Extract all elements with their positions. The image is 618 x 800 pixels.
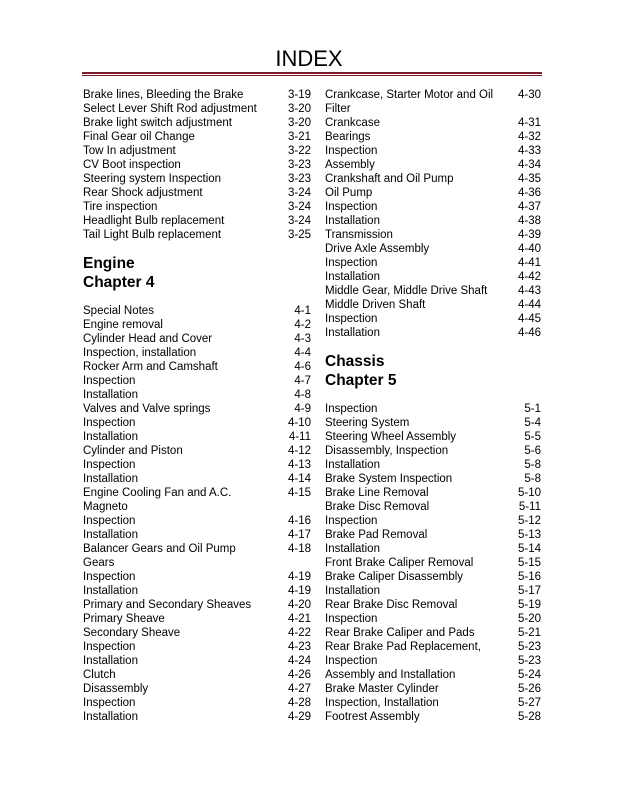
entry-text: Inspection (83, 459, 136, 471)
index-entry (83, 626, 311, 640)
entry-text: Inspection, installation (83, 347, 197, 359)
entry-page: 5-5 (524, 431, 541, 443)
entry-page: 4-1 (294, 305, 311, 317)
entry-page: 5-8 (524, 459, 541, 471)
index-entry (83, 472, 311, 486)
index-entry (325, 542, 541, 556)
index-entry (325, 270, 541, 284)
entry-text: Tire inspection (83, 201, 158, 213)
index-entry (83, 668, 311, 682)
entry-page: 4-4 (294, 347, 311, 359)
entry-text: Steering Wheel Assembly (325, 431, 457, 443)
index-entry (325, 584, 541, 598)
index-entry (325, 430, 541, 444)
entry-page: 4-7 (294, 375, 311, 387)
index-entry (325, 668, 541, 682)
entry-text: Inspection (325, 515, 378, 527)
section-heading-chassis (325, 352, 541, 390)
entry-text: Crankshaft and Oil Pump (325, 173, 454, 185)
entry-text: Rocker Arm and Camshaft (83, 361, 218, 373)
entry-page: 3-23 (287, 173, 311, 185)
entry-text: Final Gear oil Change (83, 131, 195, 143)
entry-text: Bearings (325, 131, 371, 143)
entry-page: 5-15 (517, 557, 541, 569)
index-list-chapter-3 (83, 88, 311, 242)
index-entry (325, 626, 541, 640)
entry-text: Disassembly, Inspection (325, 445, 449, 457)
index-entry (83, 458, 311, 472)
entry-page: 4-29 (287, 711, 311, 723)
entry-text: Footrest Assembly (325, 711, 420, 723)
index-entry (325, 158, 541, 172)
index-list-chapter-4-cont (325, 88, 541, 340)
index-entry (325, 116, 541, 130)
index-entry (325, 570, 541, 584)
entry-text: Drive Axle Assembly (325, 243, 430, 255)
entry-text: Clutch (83, 669, 116, 681)
page-title: INDEX (275, 46, 343, 71)
entry-text: Inspection (83, 697, 136, 709)
index-entry (325, 88, 541, 102)
index-entry (83, 444, 311, 458)
index-entry (83, 186, 311, 200)
index-entry (83, 200, 311, 214)
entry-text: Crankcase, Starter Motor and Oil (325, 89, 494, 101)
entry-page: 5-19 (517, 599, 541, 611)
entry-page: 5-1 (524, 403, 541, 415)
entry-page: 4-6 (294, 361, 311, 373)
entry-text: Brake Pad Removal (325, 529, 428, 541)
index-entry (83, 416, 311, 430)
entry-text: Inspection (325, 403, 378, 415)
entry-text: Installation (325, 327, 380, 339)
entry-page: 5-8 (524, 473, 541, 485)
entry-page: 4-22 (287, 627, 311, 639)
entry-text: Front Brake Caliper Removal (325, 557, 474, 569)
entry-page: 4-44 (517, 299, 541, 311)
entry-page: 5-21 (517, 627, 541, 639)
index-entry (83, 542, 311, 556)
entry-page: 5-26 (517, 683, 541, 695)
heading-title: Chassis (325, 353, 385, 370)
entry-page: 4-40 (517, 243, 541, 255)
index-entry (325, 416, 541, 430)
heading-chapter: Chapter 4 (83, 274, 155, 291)
entry-text: Inspection (325, 145, 378, 157)
entry-text: Installation (325, 585, 380, 597)
index-list-engine (83, 304, 311, 724)
index-entry (325, 298, 541, 312)
entry-page: 4-14 (287, 473, 311, 485)
entry-page: 3-20 (287, 103, 311, 115)
index-entry (325, 284, 541, 298)
index-entry (325, 444, 541, 458)
index-entry (83, 116, 311, 130)
entry-text: Special Notes (83, 305, 154, 317)
entry-page: 3-19 (287, 89, 311, 101)
entry-text: Installation (325, 215, 380, 227)
index-entry (325, 486, 541, 500)
entry-page: 4-13 (287, 459, 311, 471)
entry-page: 4-24 (287, 655, 311, 667)
entry-text: Inspection, Installation (325, 697, 439, 709)
index-entry (325, 402, 541, 416)
entry-page: 4-32 (517, 131, 541, 143)
index-entry (325, 514, 541, 528)
index-entry (325, 256, 541, 270)
entry-page: 5-28 (517, 711, 541, 723)
entry-text: Middle Gear, Middle Drive Shaft (325, 285, 488, 297)
index-entry (325, 228, 541, 242)
index-entry (325, 102, 541, 116)
entry-text: Inspection (83, 375, 136, 387)
entry-page: 4-26 (287, 669, 311, 681)
entry-text: Select Lever Shift Rod adjustment (83, 103, 257, 115)
entry-text: Installation (83, 655, 138, 667)
entry-text: Installation (325, 543, 380, 555)
index-entry (325, 130, 541, 144)
index-entry (83, 172, 311, 186)
index-entry (83, 640, 311, 654)
index-entry (325, 528, 541, 542)
entry-text: Headlight Bulb replacement (83, 215, 225, 227)
index-entry (83, 430, 311, 444)
entry-page: 4-28 (287, 697, 311, 709)
entry-text: Installation (83, 585, 138, 597)
index-entry (325, 696, 541, 710)
entry-page: 4-36 (517, 187, 541, 199)
entry-text: Assembly (325, 159, 375, 171)
entry-text: Installation (83, 529, 138, 541)
entry-page: 3-22 (287, 145, 311, 157)
entry-text: Oil Pump (325, 187, 373, 199)
entry-page: 4-34 (517, 159, 541, 171)
entry-page: 4-39 (517, 229, 541, 241)
entry-page: 4-15 (287, 487, 311, 499)
entry-page: 3-24 (287, 201, 311, 213)
entry-text: Engine removal (83, 319, 163, 331)
index-entry (83, 144, 311, 158)
entry-page: 5-24 (517, 669, 541, 681)
index-entry (325, 312, 541, 326)
index-entry (83, 556, 311, 570)
index-entry (83, 318, 311, 332)
entry-text: Primary and Secondary Sheaves (83, 599, 252, 611)
index-entry (325, 214, 541, 228)
entry-text: Brake Master Cylinder (325, 683, 439, 695)
index-entry (83, 570, 311, 584)
entry-page: 4-19 (287, 571, 311, 583)
index-entry (325, 598, 541, 612)
entry-text: Installation (325, 271, 380, 283)
entry-text: Brake System Inspection (325, 473, 453, 485)
entry-page: 5-6 (524, 445, 541, 457)
index-entry (325, 200, 541, 214)
index-entry (83, 214, 311, 228)
entry-text: Magneto (83, 501, 128, 513)
entry-page: 5-23 (517, 655, 541, 667)
index-entry (83, 500, 311, 514)
index-entry (83, 304, 311, 318)
entry-text: Brake Caliper Disassembly (325, 571, 464, 583)
entry-text: Cylinder and Piston (83, 445, 183, 457)
entry-page: 4-23 (287, 641, 311, 653)
entry-text: Middle Driven Shaft (325, 299, 426, 311)
entry-page: 5-27 (517, 697, 541, 709)
entry-page: 5-17 (517, 585, 541, 597)
entry-page: 4-43 (517, 285, 541, 297)
index-entry (83, 130, 311, 144)
entry-text: Valves and Valve springs (83, 403, 211, 415)
index-column-left (83, 88, 311, 724)
title-rule-thick (82, 72, 542, 74)
index-entry (325, 556, 541, 570)
entry-text: Inspection (325, 201, 378, 213)
index-entry (325, 186, 541, 200)
entry-text: Crankcase (325, 117, 380, 129)
heading-chapter: Chapter 5 (325, 372, 397, 389)
index-entry (83, 374, 311, 388)
index-entry (325, 326, 541, 340)
entry-text: Rear Brake Caliper and Pads (325, 627, 475, 639)
index-entry (83, 332, 311, 346)
entry-page: 4-41 (517, 257, 541, 269)
entry-page: 4-16 (287, 515, 311, 527)
entry-page: 5-10 (517, 487, 541, 499)
entry-text: Installation (83, 431, 138, 443)
entry-text: Inspection (325, 313, 378, 325)
entry-page: 4-12 (287, 445, 311, 457)
entry-page: 3-21 (287, 131, 311, 143)
entry-page: 4-42 (517, 271, 541, 283)
index-entry (325, 458, 541, 472)
title-rule-thin (82, 75, 542, 76)
entry-text: Inspection (83, 515, 136, 527)
index-entry (83, 486, 311, 500)
entry-text: Engine Cooling Fan and A.C. (83, 487, 232, 499)
entry-text: Rear Brake Disc Removal (325, 599, 458, 611)
entry-page: 4-31 (517, 117, 541, 129)
index-entry (325, 242, 541, 256)
index-entry (325, 172, 541, 186)
index-column-right (325, 88, 541, 724)
index-entry (83, 360, 311, 374)
entry-text: CV Boot inspection (83, 159, 181, 171)
index-entry (83, 346, 311, 360)
entry-text: Secondary Sheave (83, 627, 181, 639)
index-entry (325, 500, 541, 514)
entry-page: 3-24 (287, 187, 311, 199)
entry-text: Primary Sheave (83, 613, 165, 625)
index-entry (83, 514, 311, 528)
entry-page: 5-14 (517, 543, 541, 555)
entry-page: 4-10 (287, 417, 311, 429)
index-entry (83, 612, 311, 626)
entry-page: 3-24 (287, 215, 311, 227)
index-entry (83, 654, 311, 668)
entry-text: Transmission (325, 229, 393, 241)
entry-text: Inspection (83, 641, 136, 653)
entry-text: Disassembly (83, 683, 149, 695)
entry-text: Tail Light Bulb replacement (83, 229, 222, 241)
index-entry (83, 584, 311, 598)
entry-page: 3-25 (287, 229, 311, 241)
index-entry (83, 102, 311, 116)
entry-page: 5-20 (517, 613, 541, 625)
index-entry (83, 710, 311, 724)
entry-page: 4-20 (287, 599, 311, 611)
entry-page: 4-19 (287, 585, 311, 597)
entry-page: 4-21 (287, 613, 311, 625)
entry-page: 5-12 (517, 515, 541, 527)
index-entry (325, 654, 541, 668)
entry-page: 4-17 (287, 529, 311, 541)
index-entry (325, 472, 541, 486)
index-entry (325, 682, 541, 696)
entry-page: 4-33 (517, 145, 541, 157)
index-entry (83, 228, 311, 242)
index-entry (83, 158, 311, 172)
entry-page: 5-4 (524, 417, 541, 429)
entry-page: 4-30 (517, 89, 541, 101)
entry-text: Brake Disc Removal (325, 501, 430, 513)
entry-page: 4-46 (517, 327, 541, 339)
entry-text: Steering system Inspection (83, 173, 222, 185)
entry-page: 4-8 (294, 389, 311, 401)
index-entry (325, 710, 541, 724)
entry-page: 5-11 (518, 501, 541, 513)
index-entry (325, 612, 541, 626)
entry-page: 4-27 (287, 683, 311, 695)
entry-page: 4-9 (294, 403, 311, 415)
index-entry (325, 640, 541, 654)
entry-text: Balancer Gears and Oil Pump (83, 543, 236, 555)
entry-text: Inspection (83, 571, 136, 583)
entry-page: 4-18 (287, 543, 311, 555)
entry-page: 4-45 (517, 313, 541, 325)
entry-page: 4-2 (294, 319, 311, 331)
entry-text: Inspection (325, 257, 378, 269)
entry-text: Rear Brake Pad Replacement, (325, 641, 481, 653)
entry-page: 3-20 (287, 117, 311, 129)
entry-page: 4-37 (517, 201, 541, 213)
entry-text: Inspection (83, 417, 136, 429)
section-heading-engine (83, 254, 311, 292)
entry-text: Inspection (325, 613, 378, 625)
entry-text: Brake lines, Bleeding the Brake (83, 89, 244, 101)
entry-page: 3-23 (287, 159, 311, 171)
entry-text: Steering System (325, 417, 410, 429)
entry-text: Brake Line Removal (325, 487, 429, 499)
entry-page: 5-16 (517, 571, 541, 583)
entry-page: 4-35 (517, 173, 541, 185)
entry-text: Installation (83, 711, 138, 723)
heading-title: Engine (83, 255, 135, 272)
entry-page: 5-23 (517, 641, 541, 653)
entry-text: Gears (83, 557, 115, 569)
entry-text: Assembly and Installation (325, 669, 456, 681)
index-entry (83, 88, 311, 102)
entry-page: 5-13 (517, 529, 541, 541)
entry-text: Brake light switch adjustment (83, 117, 232, 129)
index-entry (325, 144, 541, 158)
index-list-chassis (325, 402, 541, 724)
entry-text: Cylinder Head and Cover (83, 333, 213, 345)
entry-page: 4-3 (294, 333, 311, 345)
index-entry (83, 402, 311, 416)
index-entry (83, 528, 311, 542)
entry-text: Inspection (325, 655, 378, 667)
entry-page: 4-11 (288, 431, 311, 443)
entry-text: Installation (83, 389, 138, 401)
entry-text: Rear Shock adjustment (83, 187, 203, 199)
index-entry (83, 682, 311, 696)
index-entry (83, 388, 311, 402)
entry-text: Tow In adjustment (83, 145, 176, 157)
entry-page: 4-38 (517, 215, 541, 227)
index-entry (83, 598, 311, 612)
entry-text: Installation (325, 459, 380, 471)
entry-text: Filter (325, 103, 351, 115)
entry-text: Installation (83, 473, 138, 485)
index-entry (83, 696, 311, 710)
